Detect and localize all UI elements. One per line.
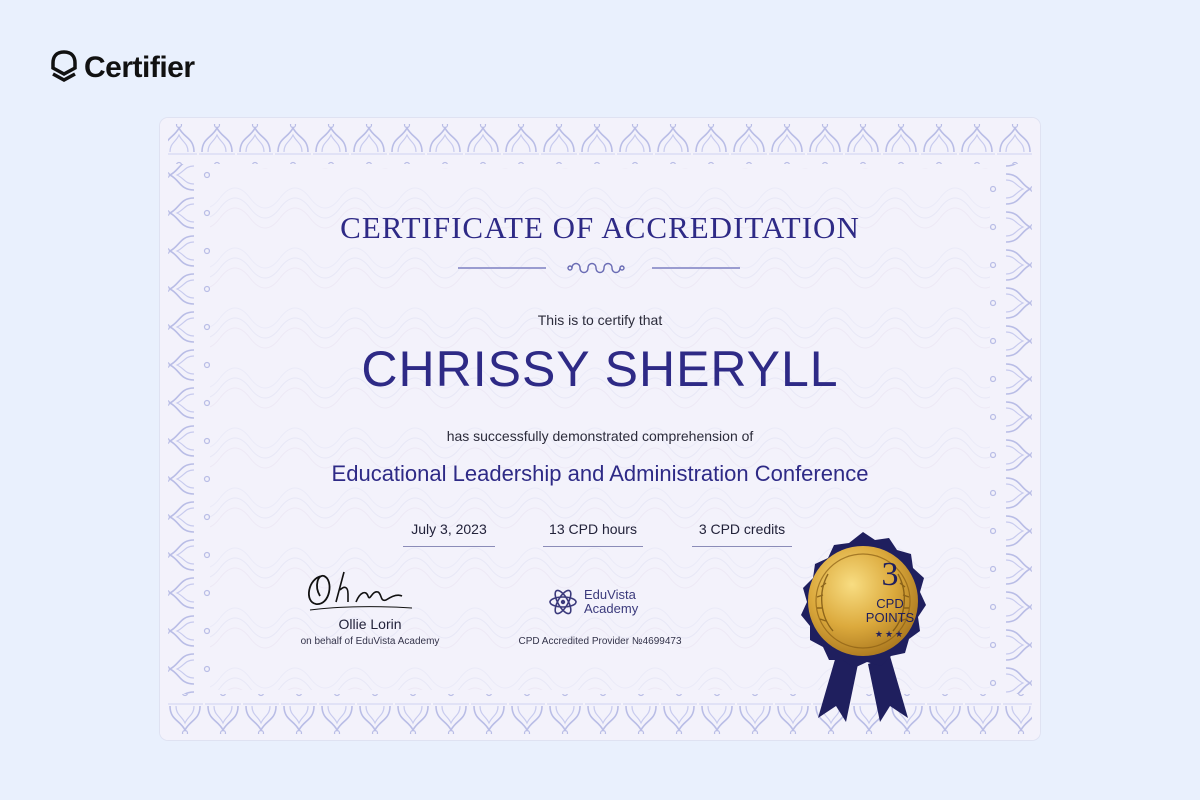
seal-stars: ★★★ [874,629,906,639]
certify-intro: This is to certify that [537,312,663,328]
brand-name: Certifier [84,51,195,84]
signature-image [300,566,420,614]
issue-date: July 3, 2023 [403,521,495,547]
ribbon-right [868,656,908,722]
achievement-description: has successfully demonstrated comprehension of [446,428,754,444]
organization-logo [548,586,654,618]
org-name-line2: Academy [584,601,639,616]
seal-label-line1: CPD [876,596,904,611]
certificate-title: CERTIFICATE OF ACCREDITATION [340,210,860,245]
certifier-logo [50,50,195,86]
cpd-credits: 3 CPD credits [692,521,792,547]
signer-affiliation: on behalf of EduVista Academy [300,636,440,647]
shield-logo-icon [50,50,78,86]
course-title: Educational Leadership and Administration Conference [331,461,869,486]
signer-name: Ollie Lorin [338,616,402,632]
org-name-line1: EduVista [584,587,636,602]
provider-number: CPD Accredited Provider №4699473 [518,636,682,647]
seal-label-line2: POINTS [865,610,915,625]
recipient-name: CHRISSY SHERYLL [361,341,839,397]
seal-number: 3 [881,556,899,593]
atom-logo-icon [548,586,578,618]
certificate-card [160,118,1040,740]
cpd-hours: 13 CPD hours [543,521,643,547]
